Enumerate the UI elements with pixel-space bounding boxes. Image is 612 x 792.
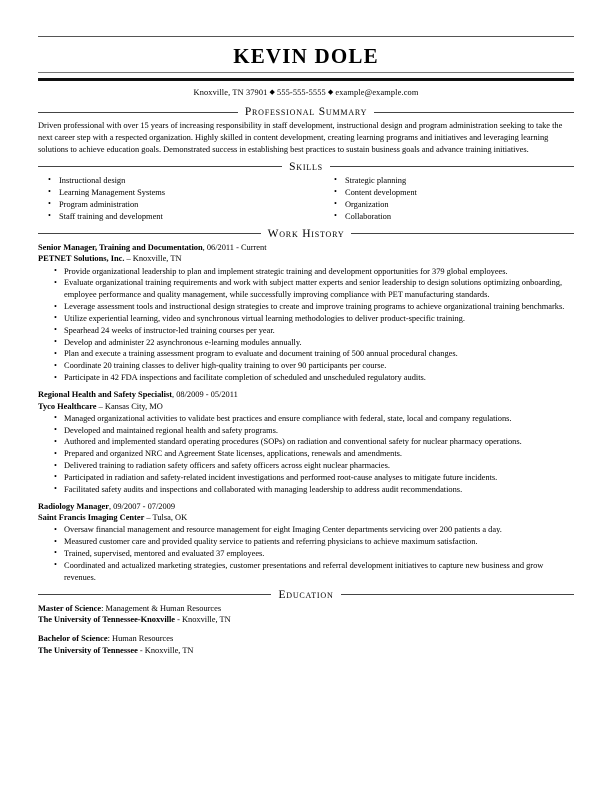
job-position: Senior Manager, Training and Documentation [38, 242, 203, 252]
job-bullet-list [38, 524, 574, 583]
job-bullet: • Evaluate organizational training requirements and work with subject matter experts and senior leadership to design solutions optimizing onboarding, employee performance and quality management, while successfully improving compliance with PET manufacturing standards. [38, 277, 574, 301]
job-bullet: • Delivered training to radiation safety officers and safety officers across eight nuclear pharmacies. [38, 460, 574, 472]
section-title: Skills [289, 160, 323, 173]
education-field: : Management & Human Resources [101, 603, 222, 613]
candidate-name: KEVIN DOLE [233, 44, 379, 68]
education-degree-line [38, 633, 574, 645]
work-history-entry [38, 501, 574, 584]
education-field: : Human Resources [107, 634, 174, 644]
job-position: Radiology Manager [38, 501, 109, 511]
job-bullet: • Spearhead 24 weeks of instructor-led training courses per year. [38, 325, 574, 337]
section-header-work-history [38, 228, 574, 240]
section-header-education [38, 589, 574, 601]
section-rule-right [351, 233, 574, 234]
skill-item: • Program administration [38, 199, 306, 211]
skills-columns [38, 175, 574, 223]
job-company-line [38, 512, 574, 524]
job-bullet: • Participated in radiation and safety-related incident investigations and performed root-cause analyses to mitigate future incidents. [38, 472, 574, 484]
contact-location: Knoxville, TN 37901 [193, 88, 268, 98]
job-company-line [38, 401, 574, 413]
job-bullet: • Coordinated and actualized marketing strategies, customer presentations and referral development initiatives to capture new business and grow revenues. [38, 560, 574, 584]
contact-separator-icon: ◆ [269, 88, 276, 97]
section-title: Education [278, 588, 334, 601]
job-title-line [38, 389, 574, 401]
skill-item: • Strategic planning [324, 175, 574, 187]
skill-item: • Organization [324, 199, 574, 211]
education-school-line [38, 645, 574, 657]
summary-text: Driven professional with over 15 years of increasing responsibility in staff development, instructional design and program administration seeking to take the next career step with a respected organization. Highly skilled in content development, creating learning programs and initiatives and leveraging learning solutions to achieve education goals. Demonstrated success in establishing best practices to sustain business goals and advance training initiatives. [38, 121, 563, 154]
job-company: Saint Francis Imaging Center [38, 513, 145, 523]
work-history-entry [38, 389, 574, 496]
skill-item: • Staff training and development [38, 211, 306, 223]
section-rule-left [38, 594, 271, 595]
skills-list-right [324, 175, 574, 223]
education-school: The University of Tennessee [38, 645, 138, 655]
section-rule-left [38, 233, 261, 234]
section-header-skills [38, 161, 574, 173]
job-bullet-list [38, 266, 574, 384]
skills-column-right [306, 175, 574, 223]
job-bullet: • Measured customer care and provided quality service to patients and referring physicians to achieve maximum satisfaction. [38, 536, 574, 548]
job-bullet: • Leverage assessment tools and instructional design strategies to create and improve training programs to achieve organizational training benchmarks. [38, 301, 574, 313]
job-dates: , 06/2011 - Current [202, 242, 267, 252]
job-company-line [38, 253, 574, 265]
education-school-line [38, 614, 574, 626]
job-bullet: • Develop and administer 22 asynchronous e-learning modules annually. [38, 337, 574, 349]
work-history-entry [38, 242, 574, 384]
job-company: Tyco Healthcare [38, 401, 97, 411]
job-dates: , 08/2009 - 05/2011 [172, 390, 238, 399]
education-school-location: - Knoxville, TN [137, 645, 194, 655]
job-bullet: • Provide organizational leadership to plan and implement strategic training and development opportunities for 379 global employees. [38, 266, 574, 278]
section-rule-right [330, 166, 574, 167]
section-header-summary [38, 106, 574, 118]
job-bullet: • Plan and execute a training assessment program to evaluate and document training of 500 annual procedural changes. [38, 348, 574, 360]
header-top-rule [38, 36, 574, 37]
skill-item: • Instructional design [38, 175, 306, 187]
skill-item: • Content development [324, 187, 574, 199]
job-position: Regional Health and Safety Specialist [38, 390, 173, 399]
job-title-line [38, 501, 574, 513]
job-bullet-list [38, 413, 574, 496]
skills-list-left [38, 175, 306, 223]
section-title: Professional Summary [244, 106, 368, 119]
contact-email: example@example.com [335, 88, 419, 98]
job-location: – Tulsa, OK [144, 513, 188, 523]
education-school-location: - Knoxville, TN [175, 615, 231, 625]
section-title: Work History [267, 227, 345, 240]
education-entry [38, 603, 574, 627]
work-history-list [38, 242, 574, 584]
job-location: – Kansas City, MO [96, 401, 163, 411]
skill-item: • Collaboration [324, 211, 574, 223]
job-bullet: • Developed and maintained regional health and safety programs. [38, 425, 574, 437]
job-bullet: • Coordinate 20 training classes to deliver high-quality training to over 90 participants per course. [38, 360, 574, 372]
education-degree: Bachelor of Science [38, 634, 108, 644]
section-rule-right [341, 594, 574, 595]
contact-line [38, 88, 574, 97]
job-company: PETNET Solutions, Inc. [38, 254, 125, 264]
contact-separator-icon: ◆ [327, 88, 334, 97]
skill-item: • Learning Management Systems [38, 187, 306, 199]
education-degree: Master of Science [38, 603, 102, 613]
skills-column-left [38, 175, 306, 223]
education-school: The University of Tennessee-Knoxville [38, 615, 176, 625]
job-bullet: • Trained, supervised, mentored and evaluated 37 employees. [38, 548, 574, 560]
job-title-line [38, 242, 574, 254]
job-bullet: • Facilitated safety audits and inspections and collaborated with managing leadership to address audit recommendations. [38, 484, 574, 496]
section-rule-left [38, 112, 238, 113]
job-bullet: • Authored and implemented standard operating procedures (SOPs) on radiation and conventional safety for nuclear pharmacy operations. [38, 436, 574, 448]
job-bullet: • Oversaw financial management and resource management for eight Imaging Center departments servicing over 200 patients a day. [38, 524, 574, 536]
education-list [38, 603, 574, 657]
job-bullet: • Utilize experiential learning, video and synchronous virtual learning methodologies to deliver product-specific training. [38, 313, 574, 325]
education-degree-line [38, 603, 574, 615]
job-location: – Knoxville, TN [124, 254, 182, 264]
job-dates: , 09/2007 - 07/2009 [108, 501, 176, 511]
header-double-rule [38, 72, 574, 81]
education-entry [38, 633, 574, 657]
job-bullet: • Participate in 42 FDA inspections and facilitate completion of scheduled and unscheduled regulatory audits. [38, 372, 574, 384]
section-rule-left [38, 166, 282, 167]
job-bullet: • Managed organizational activities to validate best practices and ensure compliance with federal, state, local and company regulations. [38, 413, 574, 425]
section-rule-right [374, 112, 574, 113]
job-bullet: • Prepared and organized NRC and Agreement State licenses, applications, renewals and amendments. [38, 448, 574, 460]
contact-phone: 555-555-5555 [277, 88, 326, 98]
